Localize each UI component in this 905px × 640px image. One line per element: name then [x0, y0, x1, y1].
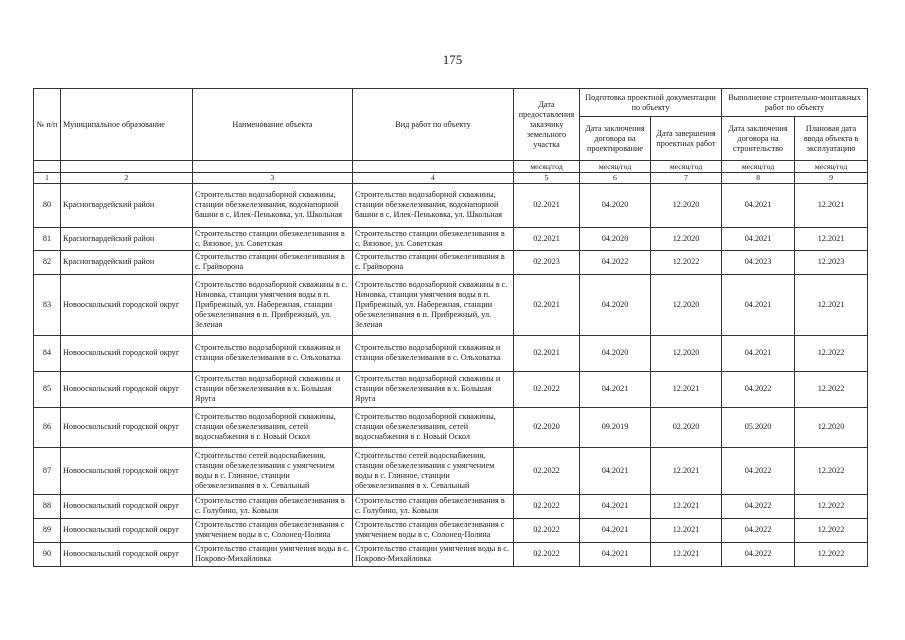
- table-row: [34, 518, 868, 542]
- header-design-done: Дата завершения проектных работ: [651, 117, 722, 161]
- municipality-cell: Новооскольский городской округ: [61, 518, 193, 542]
- unit-label: месяц/год: [795, 161, 868, 173]
- column-number: 3: [193, 173, 353, 184]
- municipality-cell: Новооскольский городской округ: [61, 371, 193, 407]
- table-row: [34, 407, 868, 447]
- object-name-cell: Строительство станции обезжелезивания в с. Голубино, ул. Ковыля: [193, 494, 353, 518]
- work-type-cell: Строительство водозаборной скважины в с. Ниновка, станции умягчения воды в п. Прибрежный, ул. Набережная, станции обезжелезивания в п. Прибрежный, ул. Зеленая: [353, 274, 514, 335]
- design-done-cell: 12.2021: [651, 447, 722, 494]
- work-type-cell: Строительство сетей водоснабжения, станции обезжелезивания с умягчением воды в с. Глинное, станции обезжелезивания в х. Севальный: [353, 447, 514, 494]
- object-name-cell: Строительство водозаборной скважины и станции обезжелезивания в с. Ольховатка: [193, 335, 353, 371]
- work-type-cell: Строительство станции умягчения воды в с. Покрово-Михайловка: [353, 542, 514, 566]
- municipality-cell: Новооскольский городской округ: [61, 494, 193, 518]
- object-name-cell: Строительство сетей водоснабжения, станции обезжелезивания с умягчением воды в с. Глинное, станции обезжелезивания в х. Севальный: [193, 447, 353, 494]
- object-name-cell: Строительство водозаборной скважины в с. Ниновка, станции умягчения воды в п. Прибрежный, ул. Набережная, станции обезжелезивания в п. Прибрежный, ул. Зеленая: [193, 274, 353, 335]
- build-commission-cell: 12.2022: [795, 335, 868, 371]
- land-date-cell: 02.2021: [514, 227, 580, 250]
- design-contract-cell: 04.2020: [580, 335, 651, 371]
- header-build-contract: Дата заключения договора на строительство: [722, 117, 795, 161]
- header-build-commission: Плановая дата ввода объекта в эксплуатацию: [795, 117, 868, 161]
- build-contract-cell: 04.2023: [722, 250, 795, 274]
- design-contract-cell: 09.2019: [580, 407, 651, 447]
- build-commission-cell: 12.2022: [795, 371, 868, 407]
- design-contract-cell: 04.2021: [580, 494, 651, 518]
- work-type-cell: Строительство станции обезжелезивания в с. Голубино, ул. Ковыля: [353, 494, 514, 518]
- header-land-date: Дата предоставления заказчику земельного участка: [514, 89, 580, 161]
- land-date-cell: 02.2021: [514, 183, 580, 227]
- design-done-cell: 12.2021: [651, 518, 722, 542]
- column-number: 5: [514, 173, 580, 184]
- unit-cell-empty: [61, 161, 193, 173]
- build-commission-cell: 12.2021: [795, 183, 868, 227]
- municipality-cell: Новооскольский городской округ: [61, 447, 193, 494]
- row-number: 81: [34, 227, 61, 250]
- object-name-cell: Строительство водозаборной скважины и станции обезжелезивания в х. Большая Яруга: [193, 371, 353, 407]
- land-date-cell: 02.2022: [514, 518, 580, 542]
- build-contract-cell: 04.2021: [722, 227, 795, 250]
- table-header: [34, 89, 868, 184]
- design-contract-cell: 04.2020: [580, 183, 651, 227]
- table-row: [34, 250, 868, 274]
- table-row: [34, 183, 868, 227]
- build-contract-cell: 04.2022: [722, 518, 795, 542]
- table-row: [34, 447, 868, 494]
- row-number: 88: [34, 494, 61, 518]
- unit-label: месяц/год: [651, 161, 722, 173]
- row-number: 80: [34, 183, 61, 227]
- work-type-cell: Строительство станции обезжелезивания в с. Грайворона: [353, 250, 514, 274]
- design-done-cell: 02.2020: [651, 407, 722, 447]
- table-row: [34, 274, 868, 335]
- land-date-cell: 02.2022: [514, 542, 580, 566]
- column-number: 1: [34, 173, 61, 184]
- land-date-cell: 02.2023: [514, 250, 580, 274]
- table-row: [34, 494, 868, 518]
- column-number: 8: [722, 173, 795, 184]
- column-number: 9: [795, 173, 868, 184]
- build-contract-cell: 04.2021: [722, 183, 795, 227]
- build-contract-cell: 04.2022: [722, 542, 795, 566]
- build-commission-cell: 12.2023: [795, 250, 868, 274]
- design-done-cell: 12.2021: [651, 371, 722, 407]
- build-contract-cell: 04.2021: [722, 335, 795, 371]
- column-number: 2: [61, 173, 193, 184]
- land-date-cell: 02.2020: [514, 407, 580, 447]
- row-number: 83: [34, 274, 61, 335]
- design-contract-cell: 04.2020: [580, 227, 651, 250]
- unit-label: месяц/год: [514, 161, 580, 173]
- design-done-cell: 12.2022: [651, 250, 722, 274]
- build-contract-cell: 04.2022: [722, 494, 795, 518]
- municipality-cell: Красногвардейский район: [61, 250, 193, 274]
- land-date-cell: 02.2022: [514, 447, 580, 494]
- object-name-cell: Строительство станции обезжелезивания в с. Вязовое, ул. Советская: [193, 227, 353, 250]
- design-done-cell: 12.2020: [651, 335, 722, 371]
- row-number: 86: [34, 407, 61, 447]
- design-contract-cell: 04.2022: [580, 250, 651, 274]
- column-number: 4: [353, 173, 514, 184]
- work-type-cell: Строительство водозаборной скважины, станции обезжелезивания, сетей водоснабжения в г. Новый Оскол: [353, 407, 514, 447]
- row-number: 87: [34, 447, 61, 494]
- design-done-cell: 12.2021: [651, 542, 722, 566]
- work-type-cell: Строительство станции обезжелезивания с умягчением воды в с. Солонец-Поляна: [353, 518, 514, 542]
- object-name-cell: Строительство водозаборной скважины, станции обезжелезивания, сетей водоснабжения в г. Новый Оскол: [193, 407, 353, 447]
- land-date-cell: 02.2021: [514, 274, 580, 335]
- build-contract-cell: 04.2022: [722, 447, 795, 494]
- build-commission-cell: 12.2022: [795, 542, 868, 566]
- municipality-cell: Новооскольский городской округ: [61, 542, 193, 566]
- header-design-group: Подготовка проектной документации по объекту: [580, 89, 722, 117]
- design-contract-cell: 04.2020: [580, 274, 651, 335]
- unit-label: месяц/год: [580, 161, 651, 173]
- design-done-cell: 12.2020: [651, 274, 722, 335]
- object-name-cell: Строительство водозаборной скважины, станции обезжелезивания, водонапорной башни в с. Илек-Пеньковка, ул. Школьная: [193, 183, 353, 227]
- header-object-name: Наименование объекта: [193, 89, 353, 161]
- design-done-cell: 12.2021: [651, 494, 722, 518]
- row-number: 89: [34, 518, 61, 542]
- header-design-contract: Дата заключения договора на проектирование: [580, 117, 651, 161]
- work-type-cell: Строительство водозаборной скважины и станции обезжелезивания в х. Большая Яруга: [353, 371, 514, 407]
- object-name-cell: Строительство станции обезжелезивания в с. Грайворона: [193, 250, 353, 274]
- design-contract-cell: 04.2021: [580, 542, 651, 566]
- land-date-cell: 02.2021: [514, 335, 580, 371]
- municipality-cell: Новооскольский городской округ: [61, 407, 193, 447]
- build-commission-cell: 12.2022: [795, 447, 868, 494]
- table-row: [34, 371, 868, 407]
- table-row: [34, 227, 868, 250]
- row-number: 82: [34, 250, 61, 274]
- column-number: 6: [580, 173, 651, 184]
- row-number: 85: [34, 371, 61, 407]
- object-name-cell: Строительство станции обезжелезивания с умягчением воды в с. Солонец-Поляна: [193, 518, 353, 542]
- table-body: [34, 183, 868, 566]
- column-number: 7: [651, 173, 722, 184]
- row-number: 90: [34, 542, 61, 566]
- build-commission-cell: 12.2021: [795, 227, 868, 250]
- unit-cell-empty: [34, 161, 61, 173]
- design-done-cell: 12.2020: [651, 183, 722, 227]
- municipality-cell: Новооскольский городской округ: [61, 335, 193, 371]
- row-number: 84: [34, 335, 61, 371]
- header-no: № п/п: [34, 89, 61, 161]
- table-row: [34, 542, 868, 566]
- land-date-cell: 02.2022: [514, 494, 580, 518]
- municipality-cell: Красногвардейский район: [61, 183, 193, 227]
- municipality-cell: Новооскольский городской округ: [61, 274, 193, 335]
- work-type-cell: Строительство водозаборной скважины, станции обезжелезивания, водонапорной башни в с. Илек-Пеньковка, ул. Школьная: [353, 183, 514, 227]
- build-contract-cell: 04.2021: [722, 274, 795, 335]
- work-type-cell: Строительство станции обезжелезивания в с. Вязовое, ул. Советская: [353, 227, 514, 250]
- object-name-cell: Строительство станции умягчения воды в с. Покрово-Михайловка: [193, 542, 353, 566]
- page-number: 175: [442, 52, 463, 67]
- build-commission-cell: 12.2021: [795, 274, 868, 335]
- header-build-group: Выполнение строительно-монтажных работ по объекту: [722, 89, 868, 117]
- program-table: [33, 88, 868, 567]
- unit-cell-empty: [193, 161, 353, 173]
- build-contract-cell: 04.2022: [722, 371, 795, 407]
- land-date-cell: 02.2022: [514, 371, 580, 407]
- header-work-type: Вид работ по объекту: [353, 89, 514, 161]
- design-contract-cell: 04.2021: [580, 518, 651, 542]
- design-contract-cell: 04.2021: [580, 371, 651, 407]
- unit-label: месяц/год: [722, 161, 795, 173]
- table-row: [34, 335, 868, 371]
- build-contract-cell: 05.2020: [722, 407, 795, 447]
- work-type-cell: Строительство водозаборной скважины и станции обезжелезивания в с. Ольховатка: [353, 335, 514, 371]
- header-municipality: Муниципальное образование: [61, 89, 193, 161]
- unit-cell-empty: [353, 161, 514, 173]
- build-commission-cell: 12.2022: [795, 494, 868, 518]
- design-contract-cell: 04.2021: [580, 447, 651, 494]
- municipality-cell: Красногвардейский район: [61, 227, 193, 250]
- build-commission-cell: 12.2020: [795, 407, 868, 447]
- build-commission-cell: 12.2022: [795, 518, 868, 542]
- design-done-cell: 12.2020: [651, 227, 722, 250]
